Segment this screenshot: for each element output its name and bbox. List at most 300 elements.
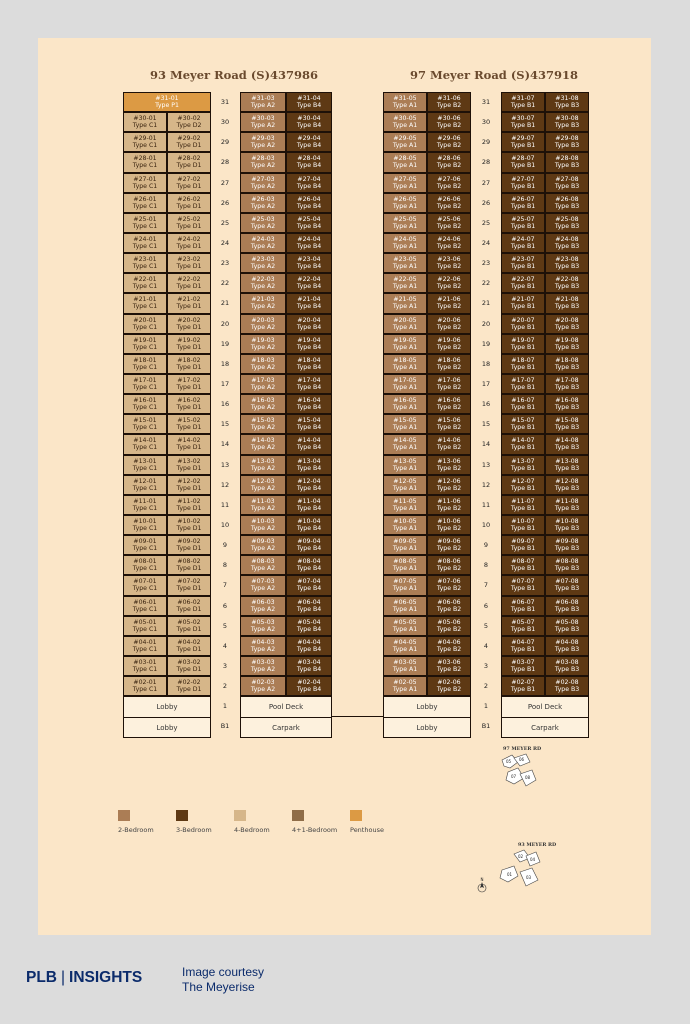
- unit-28-05[interactable]: [383, 152, 427, 172]
- unit-27-02[interactable]: [167, 173, 211, 193]
- unit-type: Type B1: [510, 102, 536, 110]
- unit-20-02[interactable]: [167, 314, 211, 334]
- unit-16-02[interactable]: [167, 394, 211, 414]
- unit-20-07[interactable]: [501, 314, 545, 334]
- unit-09-03[interactable]: [240, 535, 286, 555]
- unit-26-07[interactable]: [501, 193, 545, 213]
- unit-13-05[interactable]: [383, 455, 427, 475]
- unit-10-01[interactable]: [123, 515, 167, 535]
- unit-03-06[interactable]: [427, 656, 471, 676]
- unit-14-01[interactable]: [123, 434, 167, 454]
- level-label: 20: [481, 319, 491, 328]
- unit-20-08[interactable]: [545, 314, 589, 334]
- unit-number: #09-04: [297, 538, 321, 546]
- unit-number: #18-07: [511, 356, 535, 364]
- unit-31-04[interactable]: [286, 92, 332, 112]
- unit-04-05[interactable]: [383, 636, 427, 656]
- unit-type: Type C1: [132, 605, 158, 613]
- unit-type: Type A2: [250, 263, 276, 271]
- unit-16-07[interactable]: [501, 394, 545, 414]
- unit-06-08[interactable]: [545, 596, 589, 616]
- unit-24-06[interactable]: [427, 233, 471, 253]
- unit-02-03[interactable]: [240, 676, 286, 696]
- unit-04-02[interactable]: [167, 636, 211, 656]
- unit-13-01[interactable]: [123, 455, 167, 475]
- unit-12-05[interactable]: [383, 475, 427, 495]
- unit-16-04[interactable]: [286, 394, 332, 414]
- unit-22-01[interactable]: [123, 273, 167, 293]
- unit-28-01[interactable]: [123, 152, 167, 172]
- unit-25-01[interactable]: [123, 213, 167, 233]
- unit-13-07[interactable]: [501, 455, 545, 475]
- unit-type: Type B3: [554, 343, 580, 351]
- unit-17-06[interactable]: [427, 374, 471, 394]
- unit-24-04[interactable]: [286, 233, 332, 253]
- unit-03-01[interactable]: [123, 656, 167, 676]
- unit-13-04[interactable]: [286, 455, 332, 475]
- unit-21-02[interactable]: [167, 293, 211, 313]
- unit-21-04[interactable]: [286, 293, 332, 313]
- unit-22-08[interactable]: [545, 273, 589, 293]
- unit-09-02[interactable]: [167, 535, 211, 555]
- unit-04-06[interactable]: [427, 636, 471, 656]
- unit-19-03[interactable]: [240, 334, 286, 354]
- unit-16-05[interactable]: [383, 394, 427, 414]
- unit-11-02[interactable]: [167, 495, 211, 515]
- unit-type: Type A1: [392, 323, 418, 331]
- unit-05-02[interactable]: [167, 616, 211, 636]
- unit-02-02[interactable]: [167, 676, 211, 696]
- legend: [118, 810, 408, 834]
- unit-02-06[interactable]: [427, 676, 471, 696]
- unit-09-07[interactable]: [501, 535, 545, 555]
- unit-08-06[interactable]: [427, 555, 471, 575]
- unit-24-01[interactable]: [123, 233, 167, 253]
- unit-14-05[interactable]: [383, 434, 427, 454]
- brand-logo[interactable]: [26, 969, 142, 987]
- unit-23-08[interactable]: [545, 253, 589, 273]
- unit-30-06[interactable]: [427, 112, 471, 132]
- unit-10-08[interactable]: [545, 515, 589, 535]
- unit-06-07[interactable]: [501, 596, 545, 616]
- unit-22-07[interactable]: [501, 273, 545, 293]
- unit-30-04[interactable]: [286, 112, 332, 132]
- unit-15-01[interactable]: [123, 414, 167, 434]
- unit-type: Type A2: [250, 182, 276, 190]
- unit-07-07[interactable]: [501, 575, 545, 595]
- unit-09-04[interactable]: [286, 535, 332, 555]
- unit-29-04[interactable]: [286, 132, 332, 152]
- floor-row: [123, 394, 211, 414]
- unit-10-04[interactable]: [286, 515, 332, 535]
- unit-16-08[interactable]: [545, 394, 589, 414]
- unit-22-02[interactable]: [167, 273, 211, 293]
- unit-04-04[interactable]: [286, 636, 332, 656]
- unit-12-01[interactable]: [123, 475, 167, 495]
- unit-30-05[interactable]: [383, 112, 427, 132]
- unit-02-04[interactable]: [286, 676, 332, 696]
- unit-05-03[interactable]: [240, 616, 286, 636]
- unit-type: Type A1: [392, 565, 418, 573]
- unit-14-08[interactable]: [545, 434, 589, 454]
- unit-number: #05-05: [393, 618, 417, 626]
- unit-number: #19-04: [297, 336, 321, 344]
- unit-17-04[interactable]: [286, 374, 332, 394]
- unit-18-07[interactable]: [501, 354, 545, 374]
- unit-03-02[interactable]: [167, 656, 211, 676]
- unit-26-02[interactable]: [167, 193, 211, 213]
- unit-06-06[interactable]: [427, 596, 471, 616]
- unit-12-02[interactable]: [167, 475, 211, 495]
- level-label: 10: [220, 520, 230, 529]
- unit-19-06[interactable]: [427, 334, 471, 354]
- unit-23-03[interactable]: [240, 253, 286, 273]
- unit-number: #27-05: [393, 175, 417, 183]
- unit-number: #30-02: [177, 115, 201, 123]
- unit-17-08[interactable]: [545, 374, 589, 394]
- unit-05-05[interactable]: [383, 616, 427, 636]
- unit-14-03[interactable]: [240, 434, 286, 454]
- unit-30-03[interactable]: [240, 112, 286, 132]
- unit-11-07[interactable]: [501, 495, 545, 515]
- unit-12-06[interactable]: [427, 475, 471, 495]
- unit-26-01[interactable]: [123, 193, 167, 213]
- unit-11-08[interactable]: [545, 495, 589, 515]
- unit-19-08[interactable]: [545, 334, 589, 354]
- unit-03-08[interactable]: [545, 656, 589, 676]
- unit-19-04[interactable]: [286, 334, 332, 354]
- level-label: 16: [220, 400, 230, 409]
- unit-30-08[interactable]: [545, 112, 589, 132]
- unit-13-02[interactable]: [167, 455, 211, 475]
- unit-number: #17-05: [393, 377, 417, 385]
- unit-type: Type A1: [392, 444, 418, 452]
- unit-19-07[interactable]: [501, 334, 545, 354]
- unit-08-02[interactable]: [167, 555, 211, 575]
- unit-02-05[interactable]: [383, 676, 427, 696]
- unit-21-05[interactable]: [383, 293, 427, 313]
- unit-29-01[interactable]: [123, 132, 167, 152]
- unit-11-03[interactable]: [240, 495, 286, 515]
- unit-07-04[interactable]: [286, 575, 332, 595]
- unit-24-02[interactable]: [167, 233, 211, 253]
- unit-07-01[interactable]: [123, 575, 167, 595]
- unit-06-05[interactable]: [383, 596, 427, 616]
- floor-row: [123, 475, 211, 495]
- unit-number: #23-06: [437, 256, 461, 264]
- unit-14-02[interactable]: [167, 434, 211, 454]
- unit-25-02[interactable]: [167, 213, 211, 233]
- unit-23-01[interactable]: [123, 253, 167, 273]
- unit-05-01[interactable]: [123, 616, 167, 636]
- legend-item: [176, 810, 232, 834]
- unit-14-06[interactable]: [427, 434, 471, 454]
- unit-21-06[interactable]: [427, 293, 471, 313]
- unit-number: #17-03: [251, 377, 275, 385]
- unit-28-02[interactable]: [167, 152, 211, 172]
- unit-06-04[interactable]: [286, 596, 332, 616]
- unit-type: Type A1: [392, 303, 418, 311]
- unit-16-06[interactable]: [427, 394, 471, 414]
- unit-08-05[interactable]: [383, 555, 427, 575]
- unit-number: #18-08: [555, 356, 579, 364]
- unit-28-08[interactable]: [545, 152, 589, 172]
- unit-09-01[interactable]: [123, 535, 167, 555]
- floor-row: [240, 173, 332, 193]
- unit-03-07[interactable]: [501, 656, 545, 676]
- unit-15-03[interactable]: [240, 414, 286, 434]
- unit-25-05[interactable]: [383, 213, 427, 233]
- unit-28-03[interactable]: [240, 152, 286, 172]
- unit-04-01[interactable]: [123, 636, 167, 656]
- unit-05-08[interactable]: [545, 616, 589, 636]
- unit-09-06[interactable]: [427, 535, 471, 555]
- unit-02-07[interactable]: [501, 676, 545, 696]
- unit-25-03[interactable]: [240, 213, 286, 233]
- unit-12-03[interactable]: [240, 475, 286, 495]
- unit-22-03[interactable]: [240, 273, 286, 293]
- unit-30-01[interactable]: [123, 112, 167, 132]
- unit-10-07[interactable]: [501, 515, 545, 535]
- floor-row: [123, 152, 211, 172]
- unit-number: #05-07: [511, 618, 535, 626]
- unit-05-06[interactable]: [427, 616, 471, 636]
- unit-21-08[interactable]: [545, 293, 589, 313]
- unit-19-02[interactable]: [167, 334, 211, 354]
- unit-20-05[interactable]: [383, 314, 427, 334]
- unit-11-06[interactable]: [427, 495, 471, 515]
- unit-number: #14-06: [437, 437, 461, 445]
- unit-12-08[interactable]: [545, 475, 589, 495]
- unit-05-07[interactable]: [501, 616, 545, 636]
- unit-04-07[interactable]: [501, 636, 545, 656]
- unit-type: Type C1: [132, 303, 158, 311]
- unit-22-05[interactable]: [383, 273, 427, 293]
- level-label: 19: [481, 339, 491, 348]
- unit-22-06[interactable]: [427, 273, 471, 293]
- unit-number: #24-06: [437, 236, 461, 244]
- unit-27-03[interactable]: [240, 173, 286, 193]
- unit-24-07[interactable]: [501, 233, 545, 253]
- floor-row: [123, 555, 211, 575]
- unit-07-06[interactable]: [427, 575, 471, 595]
- carpark: Carpark: [502, 717, 588, 737]
- unit-17-07[interactable]: [501, 374, 545, 394]
- unit-07-03[interactable]: [240, 575, 286, 595]
- unit-08-01[interactable]: [123, 555, 167, 575]
- unit-03-05[interactable]: [383, 656, 427, 676]
- unit-31-08[interactable]: [545, 92, 589, 112]
- unit-type: Type B4: [296, 363, 322, 371]
- unit-type: Type B2: [436, 424, 462, 432]
- unit-06-01[interactable]: [123, 596, 167, 616]
- unit-12-07[interactable]: [501, 475, 545, 495]
- unit-number: #15-07: [511, 417, 535, 425]
- unit-20-04[interactable]: [286, 314, 332, 334]
- unit-29-05[interactable]: [383, 132, 427, 152]
- unit-24-08[interactable]: [545, 233, 589, 253]
- unit-23-04[interactable]: [286, 253, 332, 273]
- unit-number: #29-05: [393, 135, 417, 143]
- unit-15-08[interactable]: [545, 414, 589, 434]
- unit-26-04[interactable]: [286, 193, 332, 213]
- unit-02-01[interactable]: [123, 676, 167, 696]
- unit-20-06[interactable]: [427, 314, 471, 334]
- unit-04-03[interactable]: [240, 636, 286, 656]
- unit-29-02[interactable]: [167, 132, 211, 152]
- unit-07-08[interactable]: [545, 575, 589, 595]
- unit-30-07[interactable]: [501, 112, 545, 132]
- unit-22-04[interactable]: [286, 273, 332, 293]
- unit-09-05[interactable]: [383, 535, 427, 555]
- unit-29-07[interactable]: [501, 132, 545, 152]
- unit-type: Type B3: [554, 162, 580, 170]
- unit-18-04[interactable]: [286, 354, 332, 374]
- unit-10-05[interactable]: [383, 515, 427, 535]
- unit-type: Type B1: [510, 625, 536, 633]
- unit-13-06[interactable]: [427, 455, 471, 475]
- floor-row: [501, 92, 589, 112]
- unit-30-02[interactable]: [167, 112, 211, 132]
- unit-25-08[interactable]: [545, 213, 589, 233]
- unit-29-03[interactable]: [240, 132, 286, 152]
- unit-31-05[interactable]: [383, 92, 427, 112]
- unit-25-06[interactable]: [427, 213, 471, 233]
- unit-17-01[interactable]: [123, 374, 167, 394]
- unit-11-01[interactable]: [123, 495, 167, 515]
- unit-07-05[interactable]: [383, 575, 427, 595]
- unit-14-04[interactable]: [286, 434, 332, 454]
- unit-05-04[interactable]: [286, 616, 332, 636]
- unit-27-06[interactable]: [427, 173, 471, 193]
- unit-23-02[interactable]: [167, 253, 211, 273]
- unit-25-07[interactable]: [501, 213, 545, 233]
- unit-24-03[interactable]: [240, 233, 286, 253]
- unit-17-03[interactable]: [240, 374, 286, 394]
- unit-08-07[interactable]: [501, 555, 545, 575]
- floor-row: [501, 475, 589, 495]
- unit-23-07[interactable]: [501, 253, 545, 273]
- unit-number: #14-04: [297, 437, 321, 445]
- unit-26-06[interactable]: [427, 193, 471, 213]
- unit-04-08[interactable]: [545, 636, 589, 656]
- unit-28-07[interactable]: [501, 152, 545, 172]
- unit-18-05[interactable]: [383, 354, 427, 374]
- unit-27-07[interactable]: [501, 173, 545, 193]
- unit-26-08[interactable]: [545, 193, 589, 213]
- unit-10-02[interactable]: [167, 515, 211, 535]
- unit-08-04[interactable]: [286, 555, 332, 575]
- unit-number: #19-07: [511, 336, 535, 344]
- unit-19-01[interactable]: [123, 334, 167, 354]
- unit-21-01[interactable]: [123, 293, 167, 313]
- unit-13-03[interactable]: [240, 455, 286, 475]
- unit-21-03[interactable]: [240, 293, 286, 313]
- unit-31-01[interactable]: [123, 92, 211, 112]
- unit-31-03[interactable]: [240, 92, 286, 112]
- unit-15-04[interactable]: [286, 414, 332, 434]
- unit-27-05[interactable]: [383, 173, 427, 193]
- unit-type: Type C1: [132, 122, 158, 130]
- unit-type: Type B3: [554, 404, 580, 412]
- unit-15-02[interactable]: [167, 414, 211, 434]
- unit-18-06[interactable]: [427, 354, 471, 374]
- unit-23-05[interactable]: [383, 253, 427, 273]
- unit-number: #13-02: [177, 457, 201, 465]
- legend-label: 4-Bedroom: [234, 826, 270, 834]
- unit-29-06[interactable]: [427, 132, 471, 152]
- unit-16-03[interactable]: [240, 394, 286, 414]
- unit-18-02[interactable]: [167, 354, 211, 374]
- unit-26-03[interactable]: [240, 193, 286, 213]
- unit-type: Type A1: [392, 363, 418, 371]
- unit-26-05[interactable]: [383, 193, 427, 213]
- unit-type: Type B2: [436, 363, 462, 371]
- unit-28-06[interactable]: [427, 152, 471, 172]
- unit-25-04[interactable]: [286, 213, 332, 233]
- unit-21-07[interactable]: [501, 293, 545, 313]
- unit-31-06[interactable]: [427, 92, 471, 112]
- unit-18-08[interactable]: [545, 354, 589, 374]
- unit-20-01[interactable]: [123, 314, 167, 334]
- unit-06-02[interactable]: [167, 596, 211, 616]
- unit-19-05[interactable]: [383, 334, 427, 354]
- unit-03-04[interactable]: [286, 656, 332, 676]
- unit-15-05[interactable]: [383, 414, 427, 434]
- unit-16-01[interactable]: [123, 394, 167, 414]
- unit-10-06[interactable]: [427, 515, 471, 535]
- unit-11-05[interactable]: [383, 495, 427, 515]
- unit-type: Type C1: [132, 585, 158, 593]
- unit-12-04[interactable]: [286, 475, 332, 495]
- unit-27-01[interactable]: [123, 173, 167, 193]
- unit-07-02[interactable]: [167, 575, 211, 595]
- unit-10-03[interactable]: [240, 515, 286, 535]
- unit-18-03[interactable]: [240, 354, 286, 374]
- unit-11-04[interactable]: [286, 495, 332, 515]
- carpark-connector: [332, 716, 383, 717]
- unit-17-02[interactable]: [167, 374, 211, 394]
- unit-27-08[interactable]: [545, 173, 589, 193]
- unit-18-01[interactable]: [123, 354, 167, 374]
- unit-13-08[interactable]: [545, 455, 589, 475]
- unit-17-05[interactable]: [383, 374, 427, 394]
- unit-14-07[interactable]: [501, 434, 545, 454]
- unit-03-03[interactable]: [240, 656, 286, 676]
- unit-27-04[interactable]: [286, 173, 332, 193]
- unit-29-08[interactable]: [545, 132, 589, 152]
- unit-08-03[interactable]: [240, 555, 286, 575]
- unit-08-08[interactable]: [545, 555, 589, 575]
- unit-24-05[interactable]: [383, 233, 427, 253]
- unit-number: #21-01: [133, 296, 157, 304]
- unit-20-03[interactable]: [240, 314, 286, 334]
- unit-15-07[interactable]: [501, 414, 545, 434]
- unit-31-07[interactable]: [501, 92, 545, 112]
- floor-row: [240, 132, 332, 152]
- unit-09-08[interactable]: [545, 535, 589, 555]
- unit-type: Type B4: [296, 424, 322, 432]
- unit-type: Type B4: [296, 243, 322, 251]
- unit-23-06[interactable]: [427, 253, 471, 273]
- unit-02-08[interactable]: [545, 676, 589, 696]
- floor-row: [123, 495, 211, 515]
- unit-28-04[interactable]: [286, 152, 332, 172]
- unit-06-03[interactable]: [240, 596, 286, 616]
- unit-number: #09-08: [555, 538, 579, 546]
- unit-15-06[interactable]: [427, 414, 471, 434]
- unit-number: #08-01: [133, 558, 157, 566]
